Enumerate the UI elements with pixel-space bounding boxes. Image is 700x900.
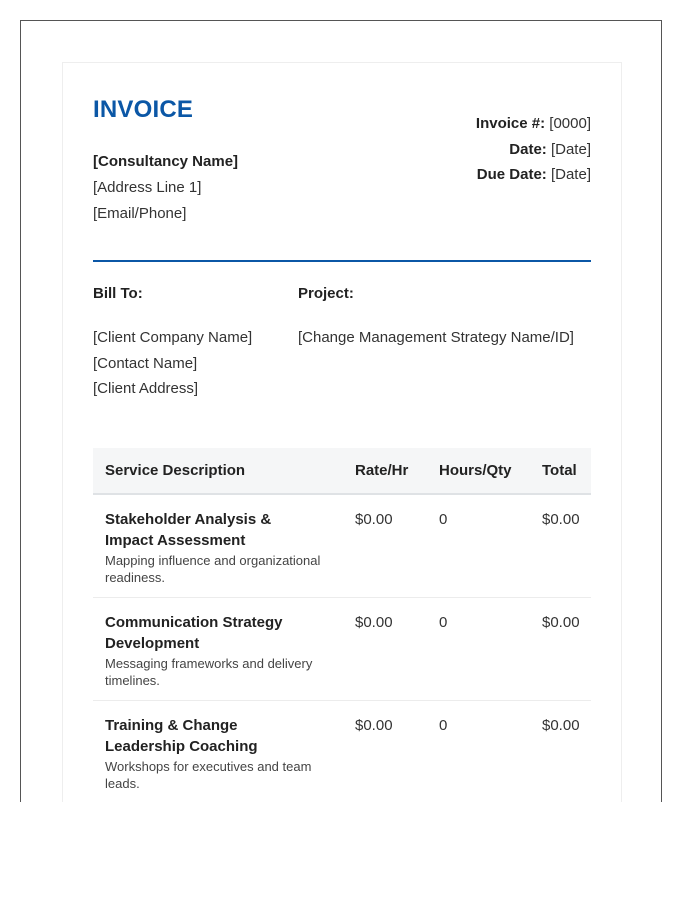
invoice-due-value: [Date] [550,166,591,183]
invoice-number-label: Invoice #: [475,115,546,132]
table-body [93,494,591,802]
table-row [93,494,591,598]
client-address: [Client Address] [93,380,199,397]
service-description: Messaging frameworks and delivery timelines. [105,656,313,688]
bill-to-block [93,325,252,402]
invoice-due-line [476,162,591,188]
rate-cell: $0.00 [355,701,439,803]
header-total: Total [542,448,591,494]
qty-cell: 0 [439,598,542,701]
company-info [93,149,238,227]
service-name: Stakeholder Analysis & Impact Assessment [105,511,272,549]
project-name: [Change Management Strategy Name/ID] [298,329,574,346]
project-label: Project: [298,285,354,302]
invoice-number-value: [0000] [549,115,591,132]
table-row [93,598,591,701]
header-hours: Hours/Qty [439,448,542,494]
qty-cell: 0 [439,494,542,598]
invoice-number-line [476,111,591,137]
rate-cell: $0.00 [355,494,439,598]
client-company: [Client Company Name] [93,329,253,346]
header-divider [93,260,591,262]
service-cell [93,494,355,598]
bill-to-label: Bill To: [93,285,143,302]
company-contact: [Email/Phone] [93,205,187,222]
invoice-meta [476,111,591,188]
service-description: Mapping influence and organizational readiness. [105,553,321,585]
company-name: [Consultancy Name] [93,153,239,170]
services-table-wrap [93,448,591,802]
invoice-date-label: Date: [509,140,547,158]
service-cell [93,598,355,701]
rate-cell: $0.00 [355,598,439,701]
header-rate: Rate/Hr [355,448,439,494]
invoice-due-label: Due Date: [476,166,547,183]
invoice-date-value: [Date] [550,140,591,158]
client-contact: [Contact Name] [93,354,198,372]
invoice-page [62,62,622,802]
company-address: [Address Line 1] [93,179,202,196]
table-header-row [93,448,591,494]
project-block [298,325,574,351]
table-row [93,701,591,803]
qty-cell: 0 [439,701,542,803]
header-service-description: Service Description [93,448,355,494]
service-name: Training & Change Leadership Coaching [105,717,258,755]
total-cell: $0.00 [542,494,591,598]
invoice-date-line [476,137,591,163]
total-cell: $0.00 [542,701,591,803]
service-cell [93,701,355,803]
services-table [93,448,591,802]
table-header [93,448,591,494]
total-cell: $0.00 [542,598,591,701]
service-name: Communication Strategy Development [105,614,283,652]
document-viewport [20,20,662,802]
service-description: Workshops for executives and team leads. [105,759,312,791]
invoice-title: INVOICE [93,96,194,123]
